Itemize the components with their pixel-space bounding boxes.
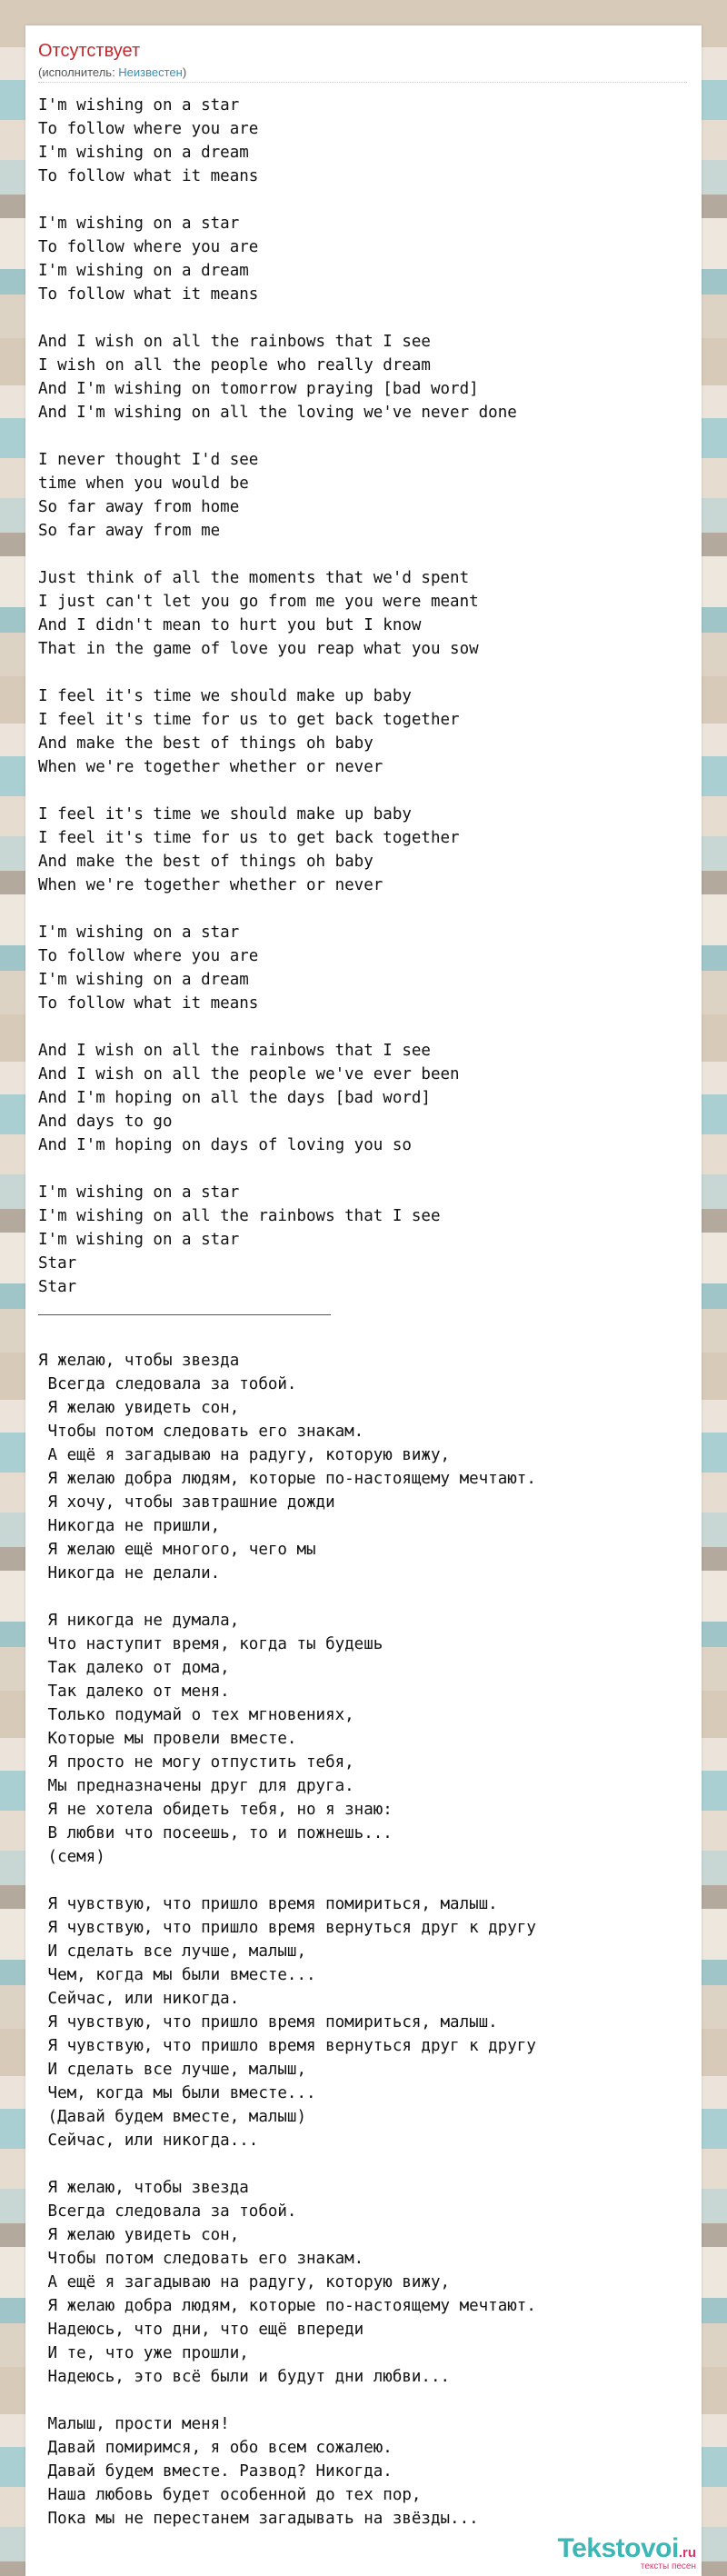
artist-line xyxy=(38,65,186,80)
translation-divider xyxy=(38,1314,331,1315)
lyrics-translation: Я желаю, чтобы звезда Всегда следовала за тобой. Я желаю увидеть сон, Чтобы потом следовать его знакам. А ещё я загадываю на радугу, которую вижу, Я желаю добра людям, которые по-настоящему мечтают. Я хочу, чтобы завтрашние дожди Никогда не пришли, Я желаю ещё многого, чего мы Никогда не делали. Я никогда не думала, Что наступит время, когда ты будешь Так далеко от дома, Так далеко от меня. Только подумай о тех мгновениях, Которые мы провели вместе. Я просто не могу отпустить тебя, Мы предназначены друг для друга. Я не хотела обидеть тебя, но я знаю: В любви что посеешь, то и пожнешь... (семя) Я чувствую, что пришло время помириться, малыш. Я чувствую, что пришло время вернуться друг к другу И сделать все лучше, малыш, Чем, когда мы были вместе... Сейчас, или никогда. Я чувствую, что пришло время помириться, малыш. Я чувствую, что пришло время вернуться друг к другу И сделать все лучше, малыш, Чем, когда мы были вместе... (Давай будем вместе, малыш) Сейчас, или никогда... Я желаю, чтобы звезда Всегда следовала за тобой. Я желаю увидеть сон, Чтобы потом следовать его знакам. А ещё я загадываю на радугу, которую вижу, Я желаю добра людям, которые по-настоящему мечтают. Надеюсь, что дни, что ещё впереди И те, что уже прошли, Надеюсь, это всё были и будут дни любви... Малыш, прости меня! Давай помиримся, я обо всем сожалею. Давай будем вместе. Развод? Никогда. Наша любовь будет особенной до тех пор, Пока мы не перестанем загадывать на звёзды... xyxy=(38,1352,536,2528)
artist-link[interactable]: Неизвестен xyxy=(118,65,183,79)
header-divider xyxy=(38,82,687,83)
song-title: Отсутствует xyxy=(38,41,141,61)
logo-name: Tekstovoi xyxy=(557,2533,679,2563)
artist-prefix: (исполнитель: xyxy=(38,65,119,79)
artist-suffix: ) xyxy=(182,65,187,79)
logo-tld: .ru xyxy=(678,2545,696,2561)
logo-tagline: тексты песен xyxy=(640,2561,696,2571)
lyrics-card xyxy=(25,25,702,2576)
site-logo[interactable] xyxy=(558,2534,696,2572)
song-lyrics: I'm wishing on a star To follow where you are I'm wishing on a dream To follow what it means I'm wishing on a star To follow where you are I'm wishing on a dream To follow what it means And I wish on all the rainbows that I see I wish on all the people who really dream And I'm wishing on tomorrow praying [bad word] And I'm wishing on all the loving we've never done I never thought I'd see time when you would be So far away from home So far away from me Just think of all the moments that we'd spent I just can't let you go from me you were meant And I didn't mean to hurt you but I know That in the game of love you reap what you sow I feel it's time we should make up baby I feel it's time for us to get back together And make the best of things oh baby When we're together whether or never I feel it's time we should make up baby I feel it's time for us to get back together And make the best of things oh baby When we're together whether or never I'm wishing on a star To follow where you are I'm wishing on a dream To follow what it means And I wish on all the rainbows that I see And I wish on all the people we've ever been And I'm hoping on all the days [bad word] And days to go And I'm hoping on days of loving you so I'm wishing on a star I'm wishing on all the rainbows that I see I'm wishing on a star Star Star xyxy=(38,96,517,1296)
